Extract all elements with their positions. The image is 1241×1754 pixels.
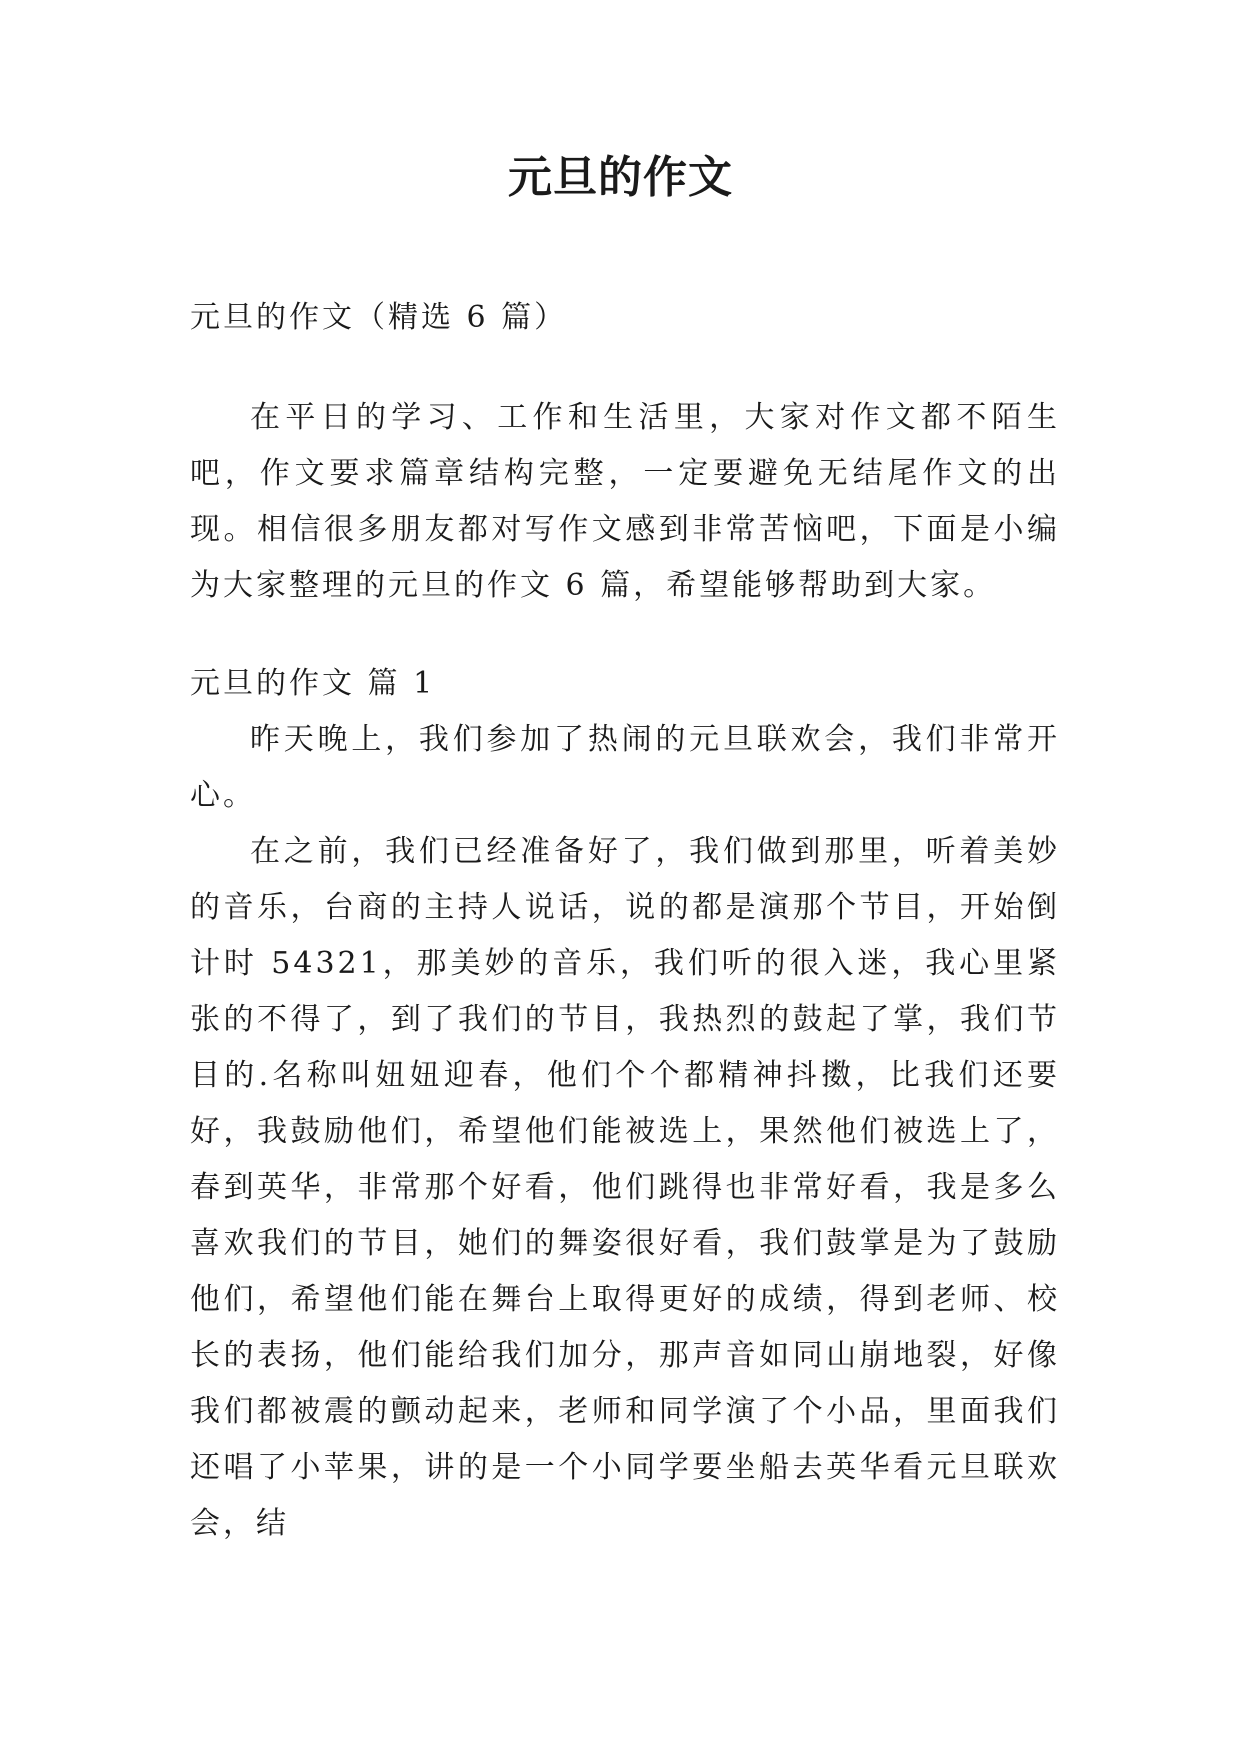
- body-paragraph: 在之前，我们已经准备好了，我们做到那里，听着美妙的音乐，台商的主持人说话，说的都是演那个节目，开始倒计时 54321，那美妙的音乐，我们听的很入迷，我心里紧张的不得了，到了我们的节目，我热烈的鼓起了掌，我们节目的.名称叫妞妞迎春，他们个个都精神抖擞，比我们还要好，我鼓励他们，希望他们能被选上，果然他们被选上了，春到英华，非常那个好看，他们跳得也非常好看，我是多么喜欢我们的节目，她们的舞姿很好看，我们鼓掌是为了鼓励他们，希望他们能在舞台上取得更好的成绩，得到老师、校长的表扬，他们能给我们加分，那声音如同山崩地裂，好像我们都被震的颤动起来，老师和同学演了个小品，里面我们还唱了小苹果，讲的是一个小同学要坐船去英华看元旦联欢会，结: [190, 834, 1060, 1541]
- section-heading: 元旦的作文 篇 1: [190, 666, 436, 701]
- body-paragraph: 昨天晚上，我们参加了热闹的元旦联欢会，我们非常开心。: [190, 722, 1060, 813]
- document-title: 元旦的作文: [508, 152, 733, 203]
- document-subtitle: 元旦的作文（精选 6 篇）: [190, 300, 568, 335]
- document-body: [190, 290, 1060, 1552]
- intro-paragraph: 在平日的学习、工作和生活里，大家对作文都不陌生吧，作文要求篇章结构完整，一定要避免无结尾作文的出现。相信很多朋友都对写作文感到非常苦恼吧，下面是小编为大家整理的元旦的作文 6 篇，希望能够帮助到大家。: [190, 400, 1060, 603]
